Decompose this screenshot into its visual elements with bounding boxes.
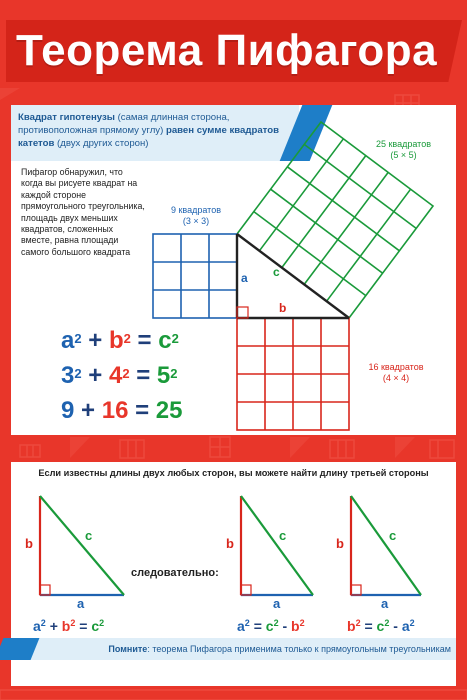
eq1-c: c [158,327,172,354]
f2-a: a [237,618,245,634]
triangle-label-a: a [241,271,248,285]
hint-rest: : теорема Пифагора применима только к прямоугольным треугольникам [147,644,451,654]
eq1-b-exp: 2 [123,331,131,346]
formula-1 [33,618,104,634]
red-square-dims: (4 × 4) [382,373,410,383]
tri2-label-b: b [226,536,234,551]
f2-minus: - [282,618,288,634]
tri3-label-b: b [336,536,344,551]
tri3-label-c: c [389,528,397,543]
triangle-3 [351,496,421,595]
eq1-b: b [108,327,124,354]
intro-legs-note: (двух других сторон) [54,138,149,149]
eq2-c: 5 [156,362,171,389]
triangle-1 [40,496,124,595]
red-square-grid [237,318,349,430]
eq3-a: 9 [61,397,75,424]
eq2-b-exp: 2 [122,366,130,381]
eq3-plus: + [81,397,96,424]
f1-c: c [91,618,100,634]
equation-squares [61,397,182,425]
f2-b-exp: 2 [299,618,305,628]
triangle-label-c: c [273,265,280,279]
eq1-c-exp: 2 [171,331,179,346]
bottom-header: Если известны длины двух любых сторон, вы можете найти длину третьей стороны [38,468,429,478]
rearrangement-panel [11,462,456,686]
f1-b-exp: 2 [70,618,76,628]
f1-eq: = [79,618,88,634]
green-square-label [356,139,451,161]
red-square-label [351,362,441,384]
f1-a-exp: 2 [40,618,46,628]
f2-eq: = [253,618,262,634]
formula-3 [347,618,415,634]
hint-bar [11,638,456,660]
therefore-text: следовательно: [131,567,219,579]
green-square-dims: (5 × 5) [390,150,417,160]
eq3-c: 25 [155,397,183,424]
eq1-equals: = [137,327,152,354]
tri2-label-a: a [273,596,281,611]
f1-c-exp: 2 [99,618,105,628]
triangle-label-b: b [279,301,287,315]
eq2-a-exp: 2 [74,366,82,381]
intro-hypotenuse-label: Квадрат гипотенузы [18,112,115,123]
green-square-count: 25 квадратов [375,139,431,149]
eq1-a: a [61,327,75,354]
f1-plus: + [49,618,58,634]
f3-a-exp: 2 [409,618,415,628]
blue-square-dims: (3 × 3) [182,216,210,226]
eq2-b: 4 [108,362,123,389]
f2-b: b [291,618,300,634]
eq1-plus: + [88,327,103,354]
f3-c-exp: 2 [384,618,390,628]
formula-2 [237,618,305,634]
equation-letters [61,327,179,355]
eq2-equals: = [136,362,151,389]
intro-hypotenuse-note: (самая длинная сторона, противоположная прямому углу) [18,112,230,136]
eq2-c-exp: 2 [170,366,178,381]
blue-square-count: 9 квадратов [170,205,221,215]
hint-text [39,638,451,660]
intro-equals-statement: равен сумме квадратов катетов [18,125,279,149]
f2-c-exp: 2 [273,618,279,628]
triangle-2 [241,496,313,595]
eq1-a-exp: 2 [74,331,82,346]
tri3-label-a: a [381,596,389,611]
tri1-label-b: b [25,536,33,551]
theorem-panel [11,105,456,435]
tri1-label-a: a [77,596,85,611]
eq3-b: 16 [101,397,129,424]
f1-b: b [61,618,71,634]
f3-eq: = [364,618,373,634]
blue-square-label [151,205,241,227]
f3-a: a [401,618,410,634]
equation-numbers [61,362,178,390]
eq2-plus: + [88,362,103,389]
eq2-a: 3 [61,362,75,389]
page-title: Теорема Пифагора [16,26,438,75]
f1-a: a [33,618,41,634]
red-square-count: 16 квадратов [368,362,424,372]
f2-a-exp: 2 [244,618,250,628]
blue-square-grid [153,234,237,318]
tri2-label-c: c [279,528,287,543]
f2-c: c [265,618,274,634]
f3-c: c [376,618,385,634]
hint-bold: Помните [108,644,148,654]
f3-minus: - [393,618,398,634]
f3-b-exp: 2 [355,618,361,628]
eq3-equals: = [135,397,150,424]
tri1-label-c: c [85,528,93,543]
explanation-text: Пифагор обнаружил, что когда вы рисуете квадрат на каждой стороне прямоугольного треугольника, площадь двух меньших квадратов, сложенных вместе, равна площади самого большого квадрата [21,167,145,257]
f3-b: b [347,618,356,634]
